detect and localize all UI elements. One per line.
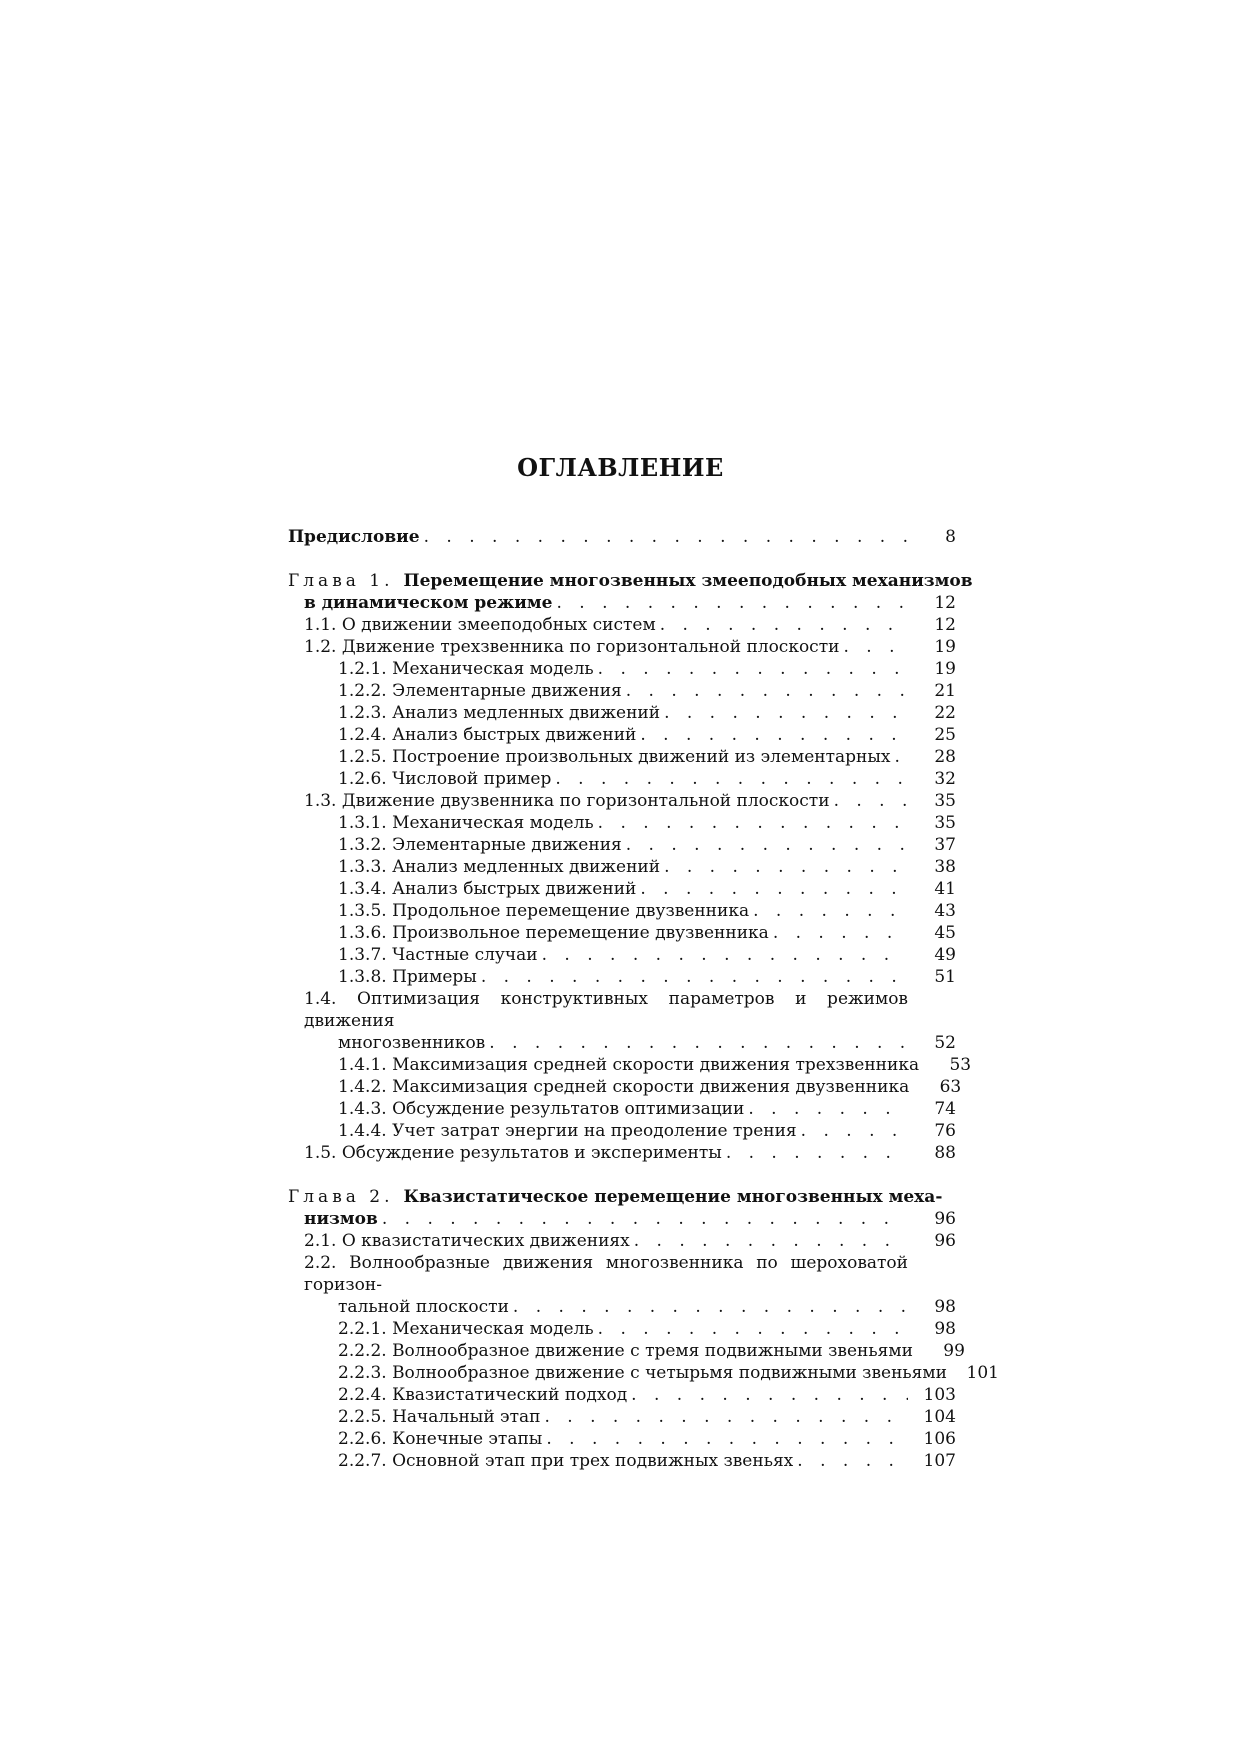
toc-entry[interactable] [288,658,956,680]
chapter-prefix: Глава 1. [288,571,394,591]
page-number: 76 [934,1121,956,1141]
toc-label: 2.2.5. Начальный этап [338,1407,541,1427]
toc-entry[interactable] [288,834,956,856]
page-number: 98 [934,1297,956,1317]
leader-dots [640,724,908,746]
toc-label: в динамическом режиме [304,593,553,613]
toc-label: 1.3.4. Анализ быстрых движений [338,879,637,899]
page-number: 12 [934,593,956,613]
chapter-title: Перемещение многозвенных змееподобных механизмов [403,571,973,591]
leader-dots [556,592,908,614]
page-number: 43 [934,901,956,921]
toc-entry[interactable] [288,746,956,768]
page-number: 51 [934,967,956,987]
toc-label: Предисловие [288,527,420,547]
leader-dots [382,1208,908,1230]
chapter-prefix: Глава 2. [288,1187,394,1207]
leader-dots [640,878,908,900]
toc-entry[interactable] [288,702,956,724]
leader-dots [773,922,908,944]
page-number: 37 [934,835,956,855]
toc-entry[interactable] [288,1296,956,1318]
toc-entry[interactable] [288,1098,956,1120]
leader-dots [481,966,908,988]
toc-entry[interactable] [288,1450,956,1472]
leader-dots [598,812,908,834]
page-number: 101 [966,1363,999,1383]
toc-label: 1.3. Движение двузвенника по горизонтальной плоскости [304,791,830,811]
toc-label: 1.2.6. Числовой пример [338,769,552,789]
toc-entry[interactable] [288,724,956,746]
leader-dots [546,1428,908,1450]
toc-entry[interactable] [288,614,956,636]
leader-dots [843,636,908,658]
leader-dots [598,1318,908,1340]
leader-dots [489,1032,908,1054]
page-number: 106 [923,1429,956,1449]
page-number: 38 [934,857,956,877]
toc-label: 1.2. Движение трехзвенника по горизонтальной плоскости [304,637,840,657]
toc-entry[interactable] [288,636,956,658]
leader-dots [626,834,908,856]
toc-label: 1.2.2. Элементарные движения [338,681,622,701]
page-number: 74 [934,1099,956,1119]
page-number: 32 [934,769,956,789]
toc-entry[interactable] [288,966,956,988]
toc-label: 2.2.4. Квазистатический подход [338,1385,628,1405]
page-number: 53 [949,1055,972,1075]
toc-entry[interactable] [288,1142,956,1164]
page-number: 22 [934,703,956,723]
chapter-title-cont[interactable] [288,1208,956,1230]
toc-entry[interactable] [288,1318,956,1340]
toc-label: тальной плоскости [338,1297,509,1317]
toc-entry[interactable] [288,900,956,922]
toc-label: 2.2.3. Волнообразное движение с четырьмя подвижными звеньями [338,1363,947,1383]
chapter-title-cont[interactable] [288,592,956,614]
page-number: 25 [934,725,956,745]
toc-label: 1.4.2. Максимизация средней скорости движения двузвенника [338,1077,910,1097]
toc-label: 2.2.7. Основной этап при трех подвижных звеньях [338,1451,794,1471]
toc-label: 1.5. Обсуждение результатов и эксперименты [304,1143,722,1163]
toc-entry[interactable] [288,1230,956,1252]
toc-label: 1.2.1. Механическая модель [338,659,594,679]
leader-dots [664,856,908,878]
toc-entry[interactable] [288,856,956,878]
toc-label: 2.2.1. Механическая модель [338,1319,594,1339]
page-number: 12 [934,615,956,635]
toc-entry[interactable] [288,944,956,966]
toc-entry[interactable] [288,812,956,834]
toc-entry[interactable] [288,1362,999,1384]
toc-label: 1.2.5. Построение произвольных движений из элементарных [338,747,891,767]
page-number: 63 [939,1077,962,1097]
leader-dots [797,1450,908,1472]
page-number: 98 [934,1319,956,1339]
toc-label: 2.2.6. Конечные этапы [338,1429,543,1449]
toc-label: 1.3.7. Частные случаи [338,945,538,965]
leader-dots [748,1098,908,1120]
toc-entry-line1[interactable]: 2.2. Волнообразные движения многозвенника по шероховатой горизон- [304,1253,908,1295]
toc-entry[interactable] [288,1406,956,1428]
toc-entry-line1[interactable]: 1.4. Оптимизация конструктивных параметров и режимов движения [304,989,908,1031]
toc-entry[interactable] [288,1054,972,1076]
leader-dots [726,1142,908,1164]
page-number: 88 [934,1143,956,1163]
toc-label: многозвенников [338,1033,486,1053]
toc-entry[interactable] [288,922,956,944]
page-title: ОГЛАВЛЕНИЕ [517,453,724,482]
table-of-contents [288,526,999,1472]
page-number: 19 [934,637,956,657]
page-number: 96 [934,1231,956,1251]
toc-entry-preface[interactable] [288,526,956,548]
leader-dots [753,900,908,922]
page-number: 49 [934,945,956,965]
toc-label: 1.3.8. Примеры [338,967,477,987]
chapter-heading[interactable] [288,1186,956,1208]
leader-dots [513,1296,908,1318]
leader-dots [664,702,908,724]
toc-label: 1.2.3. Анализ медленных движений [338,703,661,723]
page-number: 28 [934,747,956,767]
toc-label: 2.2.2. Волнообразное движение с тремя подвижными звеньями [338,1341,913,1361]
toc-entry[interactable] [288,680,956,702]
toc-label: 1.3.3. Анализ медленных движений [338,857,661,877]
toc-label: 1.4.4. Учет затрат энергии на преодоление трения [338,1121,797,1141]
page-number: 45 [934,923,956,943]
leader-dots [660,614,908,636]
page-number: 103 [923,1385,956,1405]
page-number: 35 [934,791,956,811]
toc-label: 1.1. О движении змееподобных систем [304,615,656,635]
leader-dots [634,1230,908,1252]
toc-label: 1.2.4. Анализ быстрых движений [338,725,637,745]
leader-dots [801,1120,908,1142]
toc-entry[interactable] [288,790,956,812]
page-number: 52 [934,1033,956,1053]
leader-dots [555,768,908,790]
toc-entry[interactable] [288,1120,956,1142]
toc-label: 1.4.3. Обсуждение результатов оптимизации [338,1099,745,1119]
toc-entry[interactable] [288,1428,956,1450]
leader-dots [631,1384,908,1406]
toc-label: 1.3.6. Произвольное перемещение двузвенника [338,923,769,943]
page-number: 21 [934,681,956,701]
page-number: 99 [943,1341,965,1361]
leader-dots [598,658,908,680]
chapter-title: Квазистатическое перемещение многозвенных меха- [403,1187,943,1207]
page-number: 19 [934,659,956,679]
toc-entry[interactable] [288,768,956,790]
leader-dots [424,526,908,548]
toc-label: 2.1. О квазистатических движениях [304,1231,630,1251]
toc-entry[interactable] [288,878,956,900]
page-number: 96 [934,1209,956,1229]
toc-entry[interactable] [288,1384,956,1406]
toc-label: 1.3.5. Продольное перемещение двузвенника [338,901,750,921]
toc-label: 1.4.1. Максимизация средней скорости движения трехзвенника [338,1055,920,1075]
leader-dots [544,1406,908,1428]
page-number: 8 [945,527,956,547]
toc-entry[interactable] [288,1076,962,1098]
toc-label: низмов [304,1209,378,1229]
leader-dots [834,790,908,812]
page-number: 107 [923,1451,956,1471]
page-number: 41 [934,879,956,899]
toc-entry[interactable] [288,1032,956,1054]
toc-entry[interactable] [288,1340,965,1362]
chapter-heading[interactable] [288,570,973,592]
page-number: 35 [934,813,956,833]
leader-dots [626,680,908,702]
toc-label: 1.3.1. Механическая модель [338,813,594,833]
page-number: 104 [923,1407,956,1427]
leader-dots [894,746,908,768]
toc-label: 1.3.2. Элементарные движения [338,835,622,855]
leader-dots [542,944,908,966]
